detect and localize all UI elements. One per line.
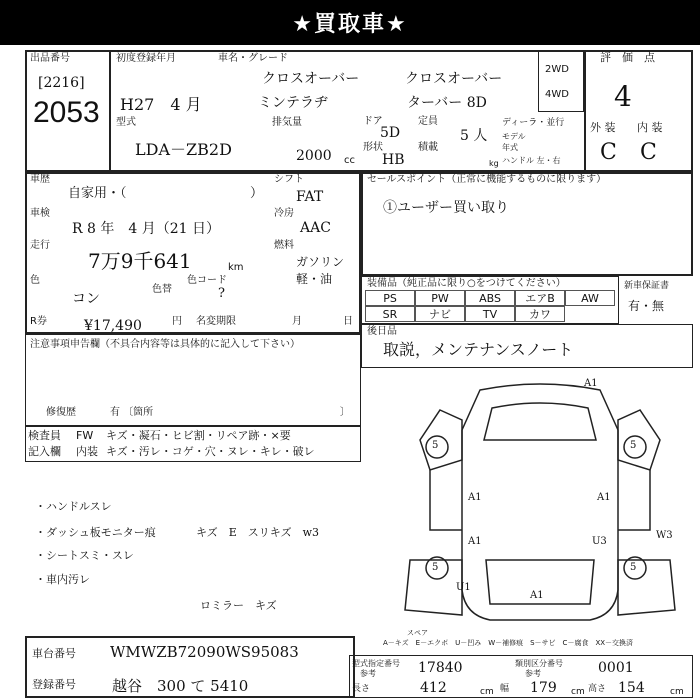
warranty-value: 有・無	[628, 299, 665, 313]
drive-2wd: 2WD	[545, 64, 569, 75]
equipment-item: エアB	[515, 290, 565, 306]
inspector-label: 検査員	[28, 429, 61, 442]
note-5: キズ E スリキズ w3	[196, 526, 320, 539]
class-value: 0001	[598, 660, 634, 676]
int-label: 内 装	[637, 121, 663, 134]
mileage-value: 7万9千641	[88, 249, 192, 273]
first-reg-label: 初度登録年月	[116, 53, 176, 64]
mark-5: A1	[597, 492, 611, 503]
ext-label: 外 装	[590, 121, 616, 134]
shift-label: シフト	[274, 174, 304, 185]
length-label: 長さ	[352, 684, 371, 694]
first-reg-value: H27 4 月	[120, 95, 202, 114]
type-no-value: 17840	[418, 660, 463, 676]
vin-label: 車台番号	[32, 647, 76, 660]
width-label: 幅	[500, 684, 510, 694]
seats-value: 5 人	[460, 128, 488, 144]
ext-value: C	[600, 140, 617, 165]
mark-3: 5	[630, 440, 637, 451]
mileage-label: 走行	[30, 240, 50, 251]
load-label: 積載	[418, 142, 438, 153]
name-change-label: 名変期限	[196, 316, 236, 327]
repair-label: 修復歴	[46, 407, 76, 418]
mark-11: U1	[456, 582, 471, 593]
lot-label: 出品番号	[30, 53, 70, 64]
color-change-label: 色替	[152, 284, 172, 295]
recycle-value: ¥17,490	[84, 318, 142, 334]
mark-8: 5	[432, 562, 439, 573]
fuel-value2: 軽・油	[296, 272, 333, 286]
width-value: 179	[530, 680, 557, 696]
mileage-unit: km	[228, 262, 244, 273]
row1-key: FW	[76, 429, 94, 442]
height-label: 高さ	[588, 684, 607, 694]
notes-label: 注意事項申告欄（不具合内容等は具体的に記入して下さい）	[30, 339, 300, 350]
disp-value: 2000	[296, 148, 332, 164]
drive-4wd: 4WD	[545, 89, 569, 100]
lot-number: 2053	[33, 96, 100, 129]
warranty-label: 新車保証書	[624, 281, 670, 291]
height-unit: cm	[670, 687, 684, 697]
note-1: ・ハンドルスレ	[35, 500, 112, 513]
ac-value: AAC	[300, 220, 331, 236]
note-4: ・車内汚レ	[35, 573, 90, 586]
model-label: 車名・グレード	[218, 53, 288, 64]
row1-text: キズ・凝石・ヒビ割・リペア跡・×要	[106, 429, 291, 442]
class-sub: 参考	[525, 669, 541, 678]
history-close: ）	[250, 186, 264, 201]
length-unit: cm	[480, 687, 494, 697]
shaken-value: R 8 年 4 月（21 日）	[72, 221, 220, 237]
selling-label: セールスポイント（正常に機能するものに限ります）	[367, 174, 607, 185]
mark-4: A1	[468, 492, 482, 503]
grade-line2: ターバー 8D	[407, 95, 487, 111]
equipment-item: PS	[365, 290, 415, 306]
mark-10: A1	[468, 536, 482, 547]
name-line2: ミンテラヂ	[258, 95, 328, 111]
int-value: C	[640, 140, 657, 165]
shape-label: 形状	[363, 142, 383, 153]
after-label: 後日品	[367, 326, 397, 337]
name-change-day: 日	[343, 316, 353, 327]
length-value: 412	[420, 680, 447, 696]
name-change-month: 月	[292, 316, 302, 327]
row2-text: キズ・汚レ・コゲ・穴・ヌレ・キレ・破レ	[106, 445, 315, 458]
lot-sub: [2216]	[38, 75, 85, 91]
mark-9: 5	[630, 562, 637, 573]
color-value: コン	[72, 291, 100, 307]
vin-value: WMWZB72090WS95083	[110, 643, 299, 661]
legend-text: A－キズ E－エクボ U－凹み W－補修痕 S－サビ C－腐食 XX－交換済	[383, 639, 634, 647]
year-label: 年式	[502, 143, 518, 152]
color-code-value: ?	[218, 286, 225, 301]
recycle-label: R券	[30, 316, 47, 327]
mark-6: U3	[592, 536, 607, 547]
equipment-item: ABS	[465, 290, 515, 306]
score-label: 評 価 点	[600, 51, 655, 64]
equipment-item: PW	[415, 290, 465, 306]
grade-line1: クロスオーバー	[405, 71, 503, 87]
mark-1: A1	[584, 378, 598, 389]
shaken-label: 車検	[30, 208, 50, 219]
row2-key: 内装	[76, 445, 98, 458]
color-code-label: 色コード	[187, 275, 227, 286]
equipment-item: ナビ	[415, 306, 465, 322]
mark-2: 5	[432, 440, 439, 451]
selling-value: ①ユーザー買い取り	[383, 200, 509, 216]
shape-value: HB	[382, 152, 405, 168]
note-3: ・シートスミ・スレ	[35, 549, 134, 562]
disp-unit: cc	[344, 155, 355, 166]
type-no-sub: 参考	[360, 669, 376, 678]
class-label: 類別区分番号	[515, 659, 563, 668]
note-2: ・ダッシュ板モニター痕	[35, 526, 156, 539]
ac-label: 冷房	[274, 208, 294, 219]
equipment-item: AW	[565, 290, 615, 306]
after-value: 取説，メンテナンスノート	[383, 340, 574, 359]
seats-label: 定員	[418, 116, 438, 127]
reg-value: 越谷 300 て 5410	[112, 677, 249, 695]
spare-label: スペア	[407, 629, 428, 637]
recycle-unit: 円	[172, 316, 182, 327]
note-6: ロミラー キズ	[200, 599, 277, 612]
history-label: 車歴	[30, 174, 50, 185]
door-value: 5D	[380, 125, 401, 141]
mark-7: W3	[656, 530, 673, 541]
equipment-label: 装備品（純正品に限り○をつけてください）	[367, 278, 566, 289]
width-unit: cm	[571, 687, 585, 697]
dealer-label: ディーラ・並行	[502, 118, 565, 128]
model-year-label: モデル	[502, 132, 526, 141]
type-no-label: 型式指定番号	[352, 659, 400, 668]
door-label: ドア	[363, 116, 383, 127]
score-value: 4	[614, 80, 632, 113]
color-label: 色	[30, 275, 40, 286]
load-unit: kg	[489, 159, 499, 168]
shift-value: FAT	[296, 189, 324, 205]
disp-label: 排気量	[272, 117, 302, 128]
mark-12: A1	[530, 590, 544, 601]
reg-label: 登録番号	[32, 678, 76, 691]
equipment-item: カワ	[515, 306, 565, 322]
record-label: 記入欄	[28, 445, 61, 458]
type-label: 型式	[116, 117, 136, 128]
type-value: LDA－ZB2D	[135, 140, 232, 159]
fuel-label: 燃料	[274, 240, 294, 251]
history-value: 自家用・（	[68, 186, 127, 201]
name-line1: クロスオーバー	[262, 71, 360, 87]
repair-value: 有 〔箇所	[110, 407, 154, 418]
height-value: 154	[618, 680, 645, 696]
handle-label: ハンドル 左・右	[502, 156, 561, 165]
equipment-item: TV	[465, 306, 515, 322]
equipment-item: SR	[365, 306, 415, 322]
repair-close: 〕	[340, 407, 350, 418]
header-title: ★買取車★	[292, 12, 408, 37]
fuel-value1: ガソリン	[296, 255, 345, 269]
